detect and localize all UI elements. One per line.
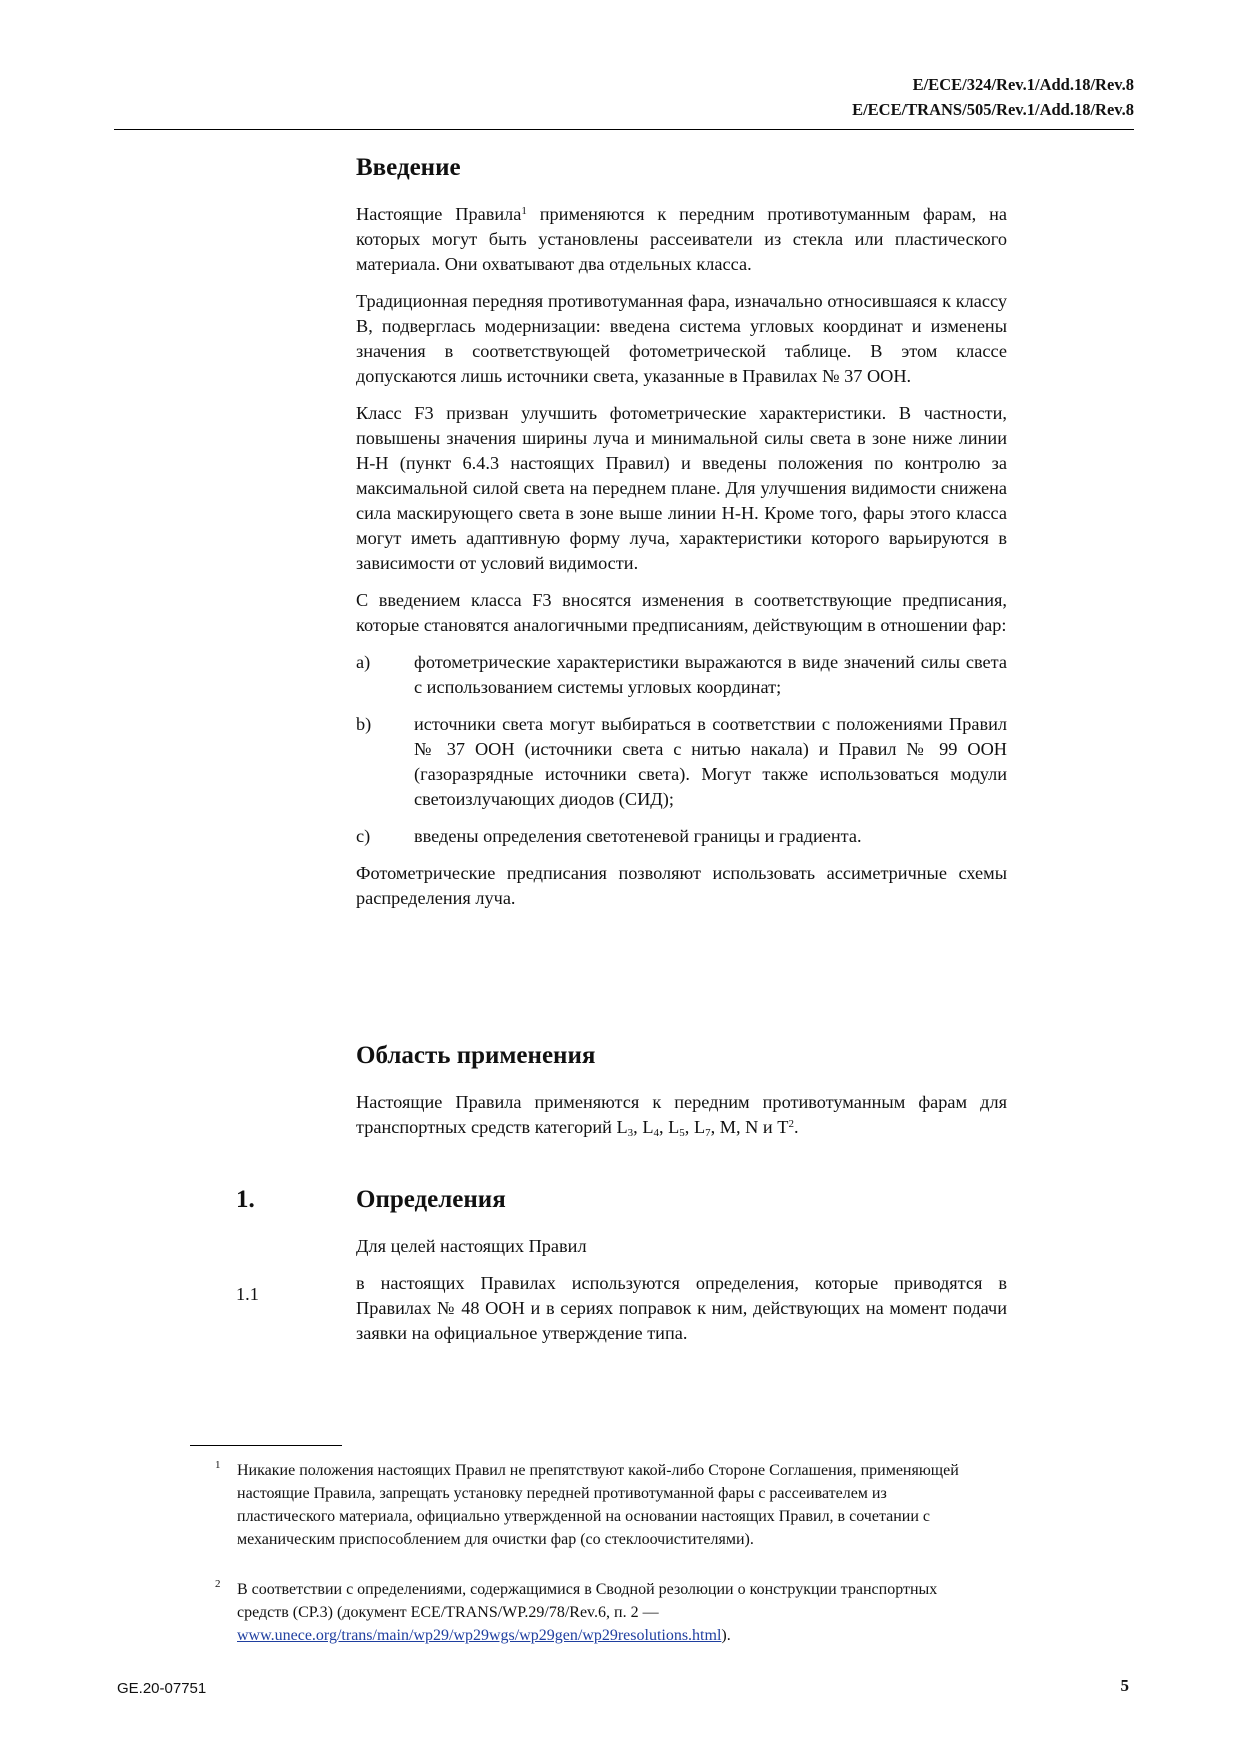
scope-text: , L (684, 1117, 706, 1137)
list-item-label: a) (356, 652, 371, 672)
list-item-text: источники света могут выбираться в соответствии с положениями Правил № 37 ООН (источники света с нитью накала) и Правил № 99 ООН (газоразрядные источники света). Могут также использоваться модули светоизлучающих диодов (СИД); (414, 714, 1007, 809)
definitions-item-text: в настоящих Правилах используются определения, которые приводятся в Правилах № 48 ООН и в сериях поправок к ним, действующих на момент подачи заявки на официальное утверждение типа. (356, 1273, 1007, 1343)
intro-paragraph-4: С введением класса F3 вносятся изменения в соответствующие предписания, которые становятся аналогичными предписаниям, действующим в отношении фар: (356, 590, 1007, 635)
list-item-text: введены определения светотеневой границы и градиента. (414, 826, 862, 846)
unece-resolutions-link[interactable]: www.unece.org/trans/main/wp29/wp29wgs/wp29gen/wp29resolutions.html (237, 1627, 722, 1644)
list-item (356, 650, 1007, 700)
intro-heading: Введение (356, 154, 461, 181)
page-number: 5 (1120, 1676, 1129, 1695)
intro-paragraph-5: Фотометрические предписания позволяют использовать ассиметричные схемы распределения луча. (356, 863, 1007, 908)
list-item (356, 824, 1007, 849)
header-rule (114, 129, 1134, 130)
footnote-ref-2[interactable]: 2 (788, 1118, 794, 1130)
scope-text: , M, N и T (710, 1117, 789, 1137)
document-symbol-line-1: E/ECE/324/Rev.1/Add.18/Rev.8 (912, 75, 1134, 94)
list-item-label: c) (356, 826, 371, 846)
footnote-2 (217, 1578, 977, 1647)
intro-section (356, 150, 1007, 911)
scope-text: . (793, 1117, 799, 1137)
document-code: GE.20-07751 (117, 1680, 207, 1697)
document-symbol-line-2: E/ECE/TRANS/505/Rev.1/Add.18/Rev.8 (852, 100, 1134, 119)
intro-paragraph-1 (356, 202, 1007, 277)
footnote-text (237, 1578, 977, 1647)
intro-p1-text-cont: применяются к передним противотуманным фарам, на которых могут быть установлены рассеиватели из стекла или пластического материала. Они охватывают два отдельных класса. (356, 204, 1007, 274)
footnote-mark: 1 (215, 1459, 221, 1471)
subscript: 7 (705, 1127, 711, 1139)
footnote-ref-1[interactable]: 1 (521, 205, 527, 217)
scope-section (356, 1038, 1007, 1140)
scope-heading: Область применения (356, 1042, 596, 1069)
list-item (356, 712, 1007, 812)
section-number: 1. (236, 1186, 255, 1213)
definitions-section (356, 1182, 1007, 1346)
definitions-heading: Определения (356, 1186, 506, 1213)
footnote-text-part: ). (721, 1627, 731, 1644)
definitions-intro: Для целей настоящих Правил (356, 1236, 587, 1256)
intro-paragraph-2: Традиционная передняя противотуманная фара, изначально относившаяся к классу B, подверглась модернизации: введена система угловых координат и изменены значения в соответствующей фотометрической таблице. В этом классе допускаются лишь источники света, указанные в Правилах № 37 ООН. (356, 291, 1007, 386)
intro-paragraph-3: Класс F3 призван улучшить фотометрические характеристики. В частности, повышены значения ширины луча и минимальной силы света в зоне ниже линии H-H (пункт 6.4.3 настоящих Правил) и введены положения по контролю за максимальной силой света на переднем плане. Для улучшения видимости снижена сила маскирующего света в зоне выше линии H-H. Кроме того, фары этого класса могут иметь адаптивную форму луча, характеристики которого варьируются в зависимости от условий видимости. (356, 403, 1007, 573)
footnote-text: Никакие положения настоящих Правил не препятствуют какой-либо Стороне Соглашения, применяющей настоящие Правила, запрещать установку передней противотуманной фары с рассеивателем из пластического материала, официально утвержденной на основании настоящих Правил, в сочетании с механическим приспособлением для очистки фар (со стеклоочистителями). (237, 1462, 959, 1548)
footnote-text-part: В соответствии с определениями, содержащимися в Сводной резолюции о конструкции транспортных средств (СР.3) (документ ECE/TRANS/WP.29/78/Rev.6, п. 2 — (237, 1581, 938, 1621)
scope-text: Настоящие Правила применяются к передним противотуманным фарам для транспортных средств категорий L (356, 1092, 1007, 1137)
footnote-mark: 2 (215, 1578, 221, 1590)
definitions-item-number: 1.1 (236, 1284, 259, 1304)
subscript: 3 (627, 1127, 634, 1139)
document-symbol-header (852, 72, 1134, 122)
subscript: 4 (653, 1127, 659, 1139)
scope-text: , L (633, 1117, 654, 1137)
scope-text: , L (658, 1117, 680, 1137)
list-item-text: фотометрические характеристики выражаются в виде значений силы света с использованием системы угловых координат; (414, 652, 1007, 697)
list-item-label: b) (356, 714, 372, 734)
footnote-1 (217, 1459, 977, 1551)
footnote-separator (190, 1445, 342, 1446)
subscript: 5 (679, 1127, 685, 1139)
scope-paragraph (356, 1090, 1007, 1140)
intro-p1-text: Настоящие Правила (356, 204, 522, 224)
